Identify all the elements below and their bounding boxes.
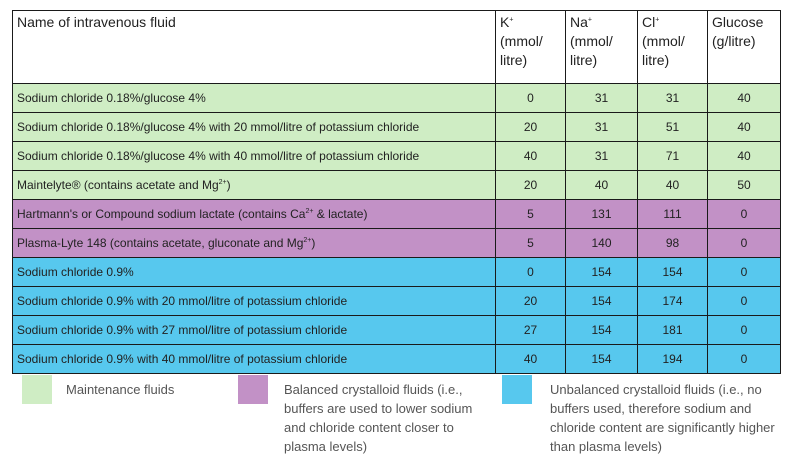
- legend-label-maintenance: Maintenance fluids: [66, 382, 175, 397]
- fluid-name-cell: Sodium chloride 0.9%: [13, 258, 496, 287]
- header-chloride: [638, 11, 708, 84]
- legend-label-balanced: Balanced crystalloid fluids (i.e., buffers are used to lower sodium and chloride content closer to plasma levels): [284, 382, 473, 454]
- chloride-cell: 174: [638, 287, 708, 316]
- legend-label-unbalanced: Unbalanced crystalloid fluids (i.e., no buffers used, therefore sodium and chloride content are significantly higher than plasma levels): [550, 382, 775, 454]
- potassium-cell: 5: [496, 229, 566, 258]
- glucose-cell: 50: [708, 171, 781, 200]
- legend-swatch-maintenance: [22, 375, 52, 404]
- table-row: [13, 84, 781, 113]
- header-row: [13, 11, 781, 84]
- fluid-name-suffix: ): [311, 236, 316, 250]
- sodium-cell: 40: [566, 171, 638, 200]
- header-potassium: [496, 11, 566, 84]
- table-row: [13, 200, 781, 229]
- header-glucose: Glucose (g/litre): [708, 11, 781, 84]
- table-row: [13, 229, 781, 258]
- header-potassium-symbol: K: [500, 14, 510, 30]
- fluid-name-cell: Sodium chloride 0.18%/glucose 4% with 20 mmol/litre of potassium chloride: [13, 113, 496, 142]
- potassium-cell: 5: [496, 200, 566, 229]
- fluid-name-suffix: ): [226, 178, 231, 192]
- sodium-cell: 154: [566, 345, 638, 374]
- fluid-name-cell: Sodium chloride 0.18%/glucose 4%: [13, 84, 496, 113]
- ion-charge: 2+: [303, 237, 312, 244]
- glucose-cell: 40: [708, 142, 781, 171]
- fluid-name-text: Maintelyte® (contains acetate and Mg: [17, 178, 219, 192]
- potassium-cell: 40: [496, 345, 566, 374]
- table-row: [13, 142, 781, 171]
- glucose-cell: 0: [708, 229, 781, 258]
- table-row: [13, 316, 781, 345]
- fluid-name-text: Hartmann's or Compound sodium lactate (contains Ca: [17, 207, 306, 221]
- sodium-cell: 154: [566, 316, 638, 345]
- sodium-cell: 31: [566, 84, 638, 113]
- potassium-cell: 40: [496, 142, 566, 171]
- header-chloride-symbol: Cl: [642, 14, 656, 30]
- sodium-cell: 154: [566, 258, 638, 287]
- chloride-cell: 111: [638, 200, 708, 229]
- table-row: [13, 345, 781, 374]
- sodium-cell: 31: [566, 142, 638, 171]
- fluid-name-cell: [13, 171, 496, 200]
- fluid-name-suffix: & lactate): [313, 207, 368, 221]
- chloride-cell: 51: [638, 113, 708, 142]
- table-row: [13, 287, 781, 316]
- sodium-cell: 31: [566, 113, 638, 142]
- potassium-cell: 0: [496, 258, 566, 287]
- header-chloride-charge: +: [655, 16, 660, 24]
- chloride-cell: 181: [638, 316, 708, 345]
- table-row: [13, 258, 781, 287]
- fluid-name-cell: Sodium chloride 0.9% with 20 mmol/litre of potassium chloride: [13, 287, 496, 316]
- potassium-cell: 20: [496, 113, 566, 142]
- potassium-cell: 20: [496, 287, 566, 316]
- chloride-cell: 194: [638, 345, 708, 374]
- fluid-name-cell: [13, 229, 496, 258]
- header-sodium-unit: (mmol/ litre): [570, 33, 613, 68]
- potassium-cell: 20: [496, 171, 566, 200]
- glucose-cell: 40: [708, 113, 781, 142]
- header-sodium-charge: +: [587, 16, 592, 24]
- fluid-name-cell: [13, 200, 496, 229]
- chloride-cell: 71: [638, 142, 708, 171]
- chloride-cell: 98: [638, 229, 708, 258]
- legend-swatch-balanced: [238, 375, 268, 404]
- ion-charge: 2+: [305, 208, 314, 215]
- table-row: [13, 171, 781, 200]
- fluid-name-text: Plasma-Lyte 148 (contains acetate, gluconate and Mg: [17, 236, 304, 250]
- sodium-cell: 131: [566, 200, 638, 229]
- glucose-cell: 0: [708, 200, 781, 229]
- glucose-cell: 0: [708, 345, 781, 374]
- potassium-cell: 27: [496, 316, 566, 345]
- fluid-name-cell: Sodium chloride 0.18%/glucose 4% with 40 mmol/litre of potassium chloride: [13, 142, 496, 171]
- table-row: [13, 113, 781, 142]
- chloride-cell: 31: [638, 84, 708, 113]
- sodium-cell: 154: [566, 287, 638, 316]
- sodium-cell: 140: [566, 229, 638, 258]
- potassium-cell: 0: [496, 84, 566, 113]
- header-potassium-unit: (mmol/ litre): [500, 33, 543, 68]
- header-sodium-symbol: Na: [570, 14, 588, 30]
- glucose-cell: 0: [708, 316, 781, 345]
- fluid-name-cell: Sodium chloride 0.9% with 27 mmol/litre of potassium chloride: [13, 316, 496, 345]
- fluids-table: [12, 10, 781, 374]
- legend-swatch-unbalanced: [502, 375, 532, 404]
- header-potassium-charge: +: [509, 16, 514, 24]
- glucose-cell: 40: [708, 84, 781, 113]
- fluid-name-cell: Sodium chloride 0.9% with 40 mmol/litre of potassium chloride: [13, 345, 496, 374]
- chloride-cell: 40: [638, 171, 708, 200]
- glucose-cell: 0: [708, 258, 781, 287]
- ion-charge: 2+: [218, 179, 227, 186]
- header-chloride-unit: (mmol/ litre): [642, 33, 685, 68]
- header-sodium: [566, 11, 638, 84]
- chloride-cell: 154: [638, 258, 708, 287]
- glucose-cell: 0: [708, 287, 781, 316]
- header-fluid-name: Name of intravenous fluid: [13, 11, 496, 84]
